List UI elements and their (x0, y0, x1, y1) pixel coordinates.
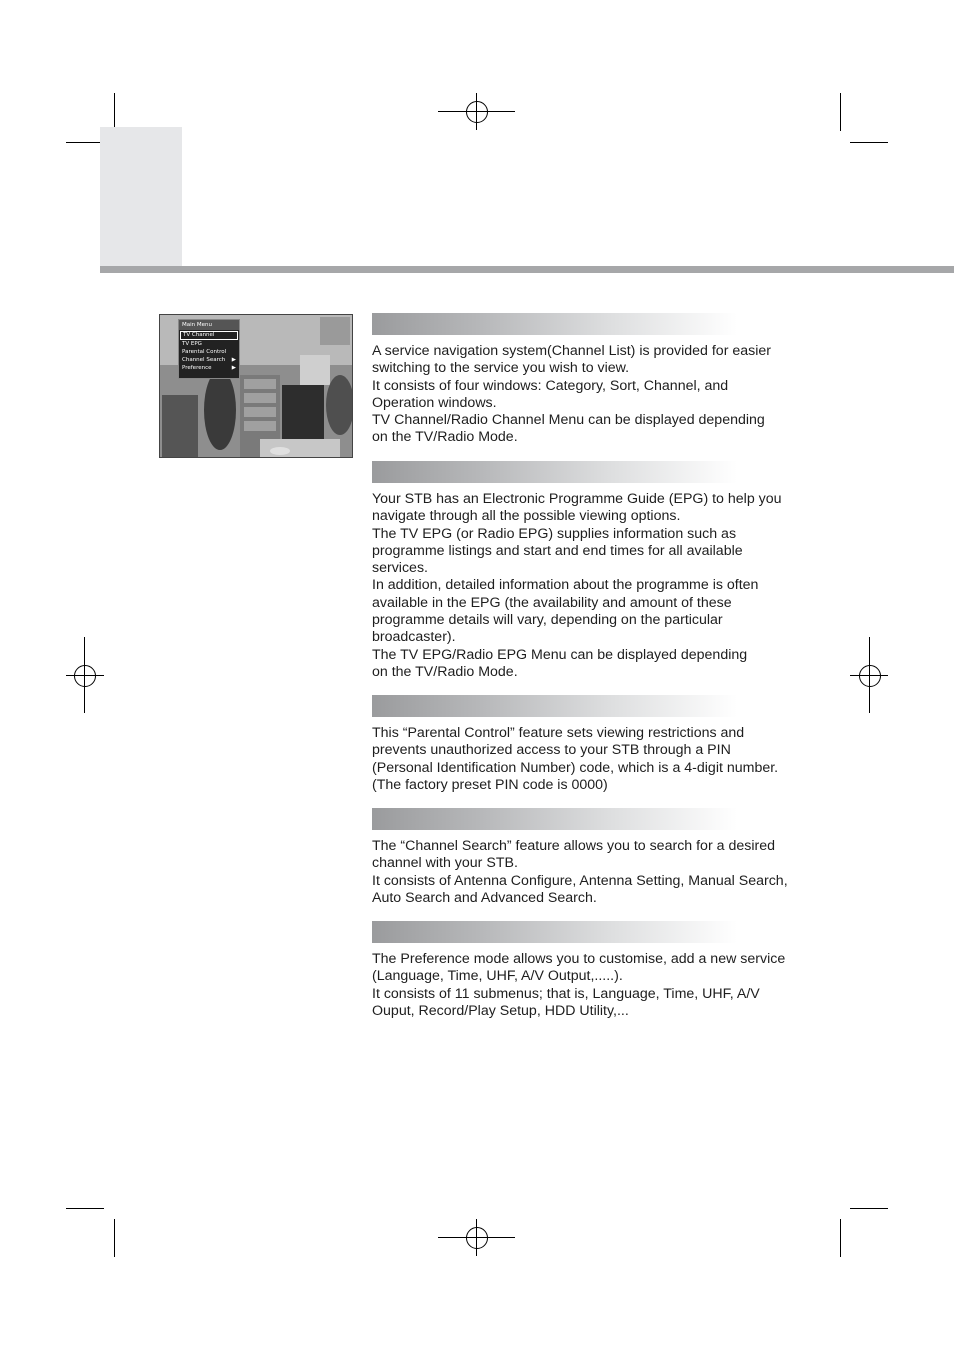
section-header-bar (372, 461, 737, 483)
section-body (372, 725, 812, 794)
text-line: available in the EPG (the availability and amount of these (372, 594, 732, 611)
crop-mark (114, 93, 115, 131)
text-line: Auto Search and Advanced Search. (372, 889, 597, 906)
crop-mark (850, 142, 888, 143)
text-line: The TV EPG/Radio EPG Menu can be displayed depending (372, 646, 748, 663)
menu-item-label: Preference (182, 365, 212, 371)
section-channel-search (372, 808, 812, 907)
text-line: prevents unauthorized access to your STB through a PIN (372, 742, 731, 759)
text-line: Ouput, Record/Play Setup, HDD Utility,... (372, 1002, 629, 1019)
header-gray-block (100, 127, 182, 267)
main-menu-title: Main Menu (179, 320, 239, 330)
menu-item-tv-channel (180, 331, 238, 340)
registration-mark-circle (466, 1227, 488, 1249)
section-body (372, 343, 812, 447)
text-line: This “Parental Control” feature sets viewing restrictions and (372, 725, 745, 741)
crop-mark (114, 1219, 115, 1257)
text-line: It consists of four windows: Category, Sort, Channel, and (372, 377, 729, 394)
crop-mark (66, 142, 104, 143)
text-line: Your STB has an Electronic Programme Guide (EPG) to help you (372, 491, 782, 507)
crop-mark (66, 1208, 104, 1209)
menu-item-label: Parental Control (182, 349, 227, 355)
header-rule (100, 266, 954, 273)
main-menu-overlay (178, 319, 240, 379)
text-line: channel with your STB. (372, 855, 518, 872)
section-body (372, 951, 812, 1020)
section-header-bar (372, 808, 737, 830)
text-line: The “Channel Search” feature allows you to search for a desired (372, 838, 775, 854)
section-preference (372, 921, 812, 1020)
section-header-bar (372, 695, 737, 717)
section-tv-channel (372, 313, 812, 447)
section-body (372, 491, 812, 681)
menu-item-preference (179, 364, 239, 372)
registration-mark-circle (466, 101, 488, 123)
text-line: programme listings and start and end times for all available (372, 542, 743, 559)
text-line: TV Channel/Radio Channel Menu can be displayed depending (372, 412, 765, 429)
menu-item-channel-search (179, 356, 239, 364)
submenu-arrow-icon: ▶ (231, 357, 236, 363)
registration-mark-circle (74, 665, 96, 687)
text-line: (Personal Identification Number) code, which is a 4-digit number. (372, 759, 779, 776)
text-line: services. (372, 560, 428, 577)
menu-item-label: Channel Search (182, 357, 226, 363)
text-line: In addition, detailed information about the programme is often (372, 577, 759, 594)
section-parental-control (372, 695, 812, 794)
section-header-bar (372, 313, 737, 335)
crop-mark (840, 1219, 841, 1257)
text-line: programme details will vary, depending on the particular (372, 612, 723, 629)
text-line: Operation windows. (372, 394, 497, 411)
text-line: on the TV/Radio Mode. (372, 429, 518, 446)
text-line: It consists of 11 submenus; that is, Language, Time, UHF, A/V (372, 985, 760, 1002)
text-line: switching to the service you wish to view. (372, 360, 630, 377)
crop-mark (840, 93, 841, 131)
menu-item-label: TV Channel (183, 332, 215, 338)
menu-item-label: TV EPG (182, 341, 202, 347)
text-line: (The factory preset PIN code is 0000) (372, 776, 608, 793)
text-line: on the TV/Radio Mode. (372, 663, 518, 680)
submenu-arrow-icon: ▶ (231, 365, 236, 371)
text-line: broadcaster). (372, 629, 456, 646)
text-line: The TV EPG (or Radio EPG) supplies information such as (372, 525, 737, 542)
text-line: It consists of Antenna Configure, Antenna Setting, Manual Search, (372, 872, 788, 889)
section-tv-epg (372, 461, 812, 681)
text-line: A service navigation system(Channel List) is provided for easier (372, 343, 772, 359)
section-header-bar (372, 921, 737, 943)
menu-item-tv-epg (179, 340, 239, 348)
menu-item-parental-control (179, 348, 239, 356)
crop-mark (850, 1208, 888, 1209)
text-line: (Language, Time, UHF, A/V Output,.....). (372, 968, 623, 985)
registration-mark-circle (859, 665, 881, 687)
text-line: The Preference mode allows you to customise, add a new service (372, 951, 786, 967)
section-body (372, 838, 812, 907)
text-line: navigate through all the possible viewing options. (372, 508, 681, 525)
